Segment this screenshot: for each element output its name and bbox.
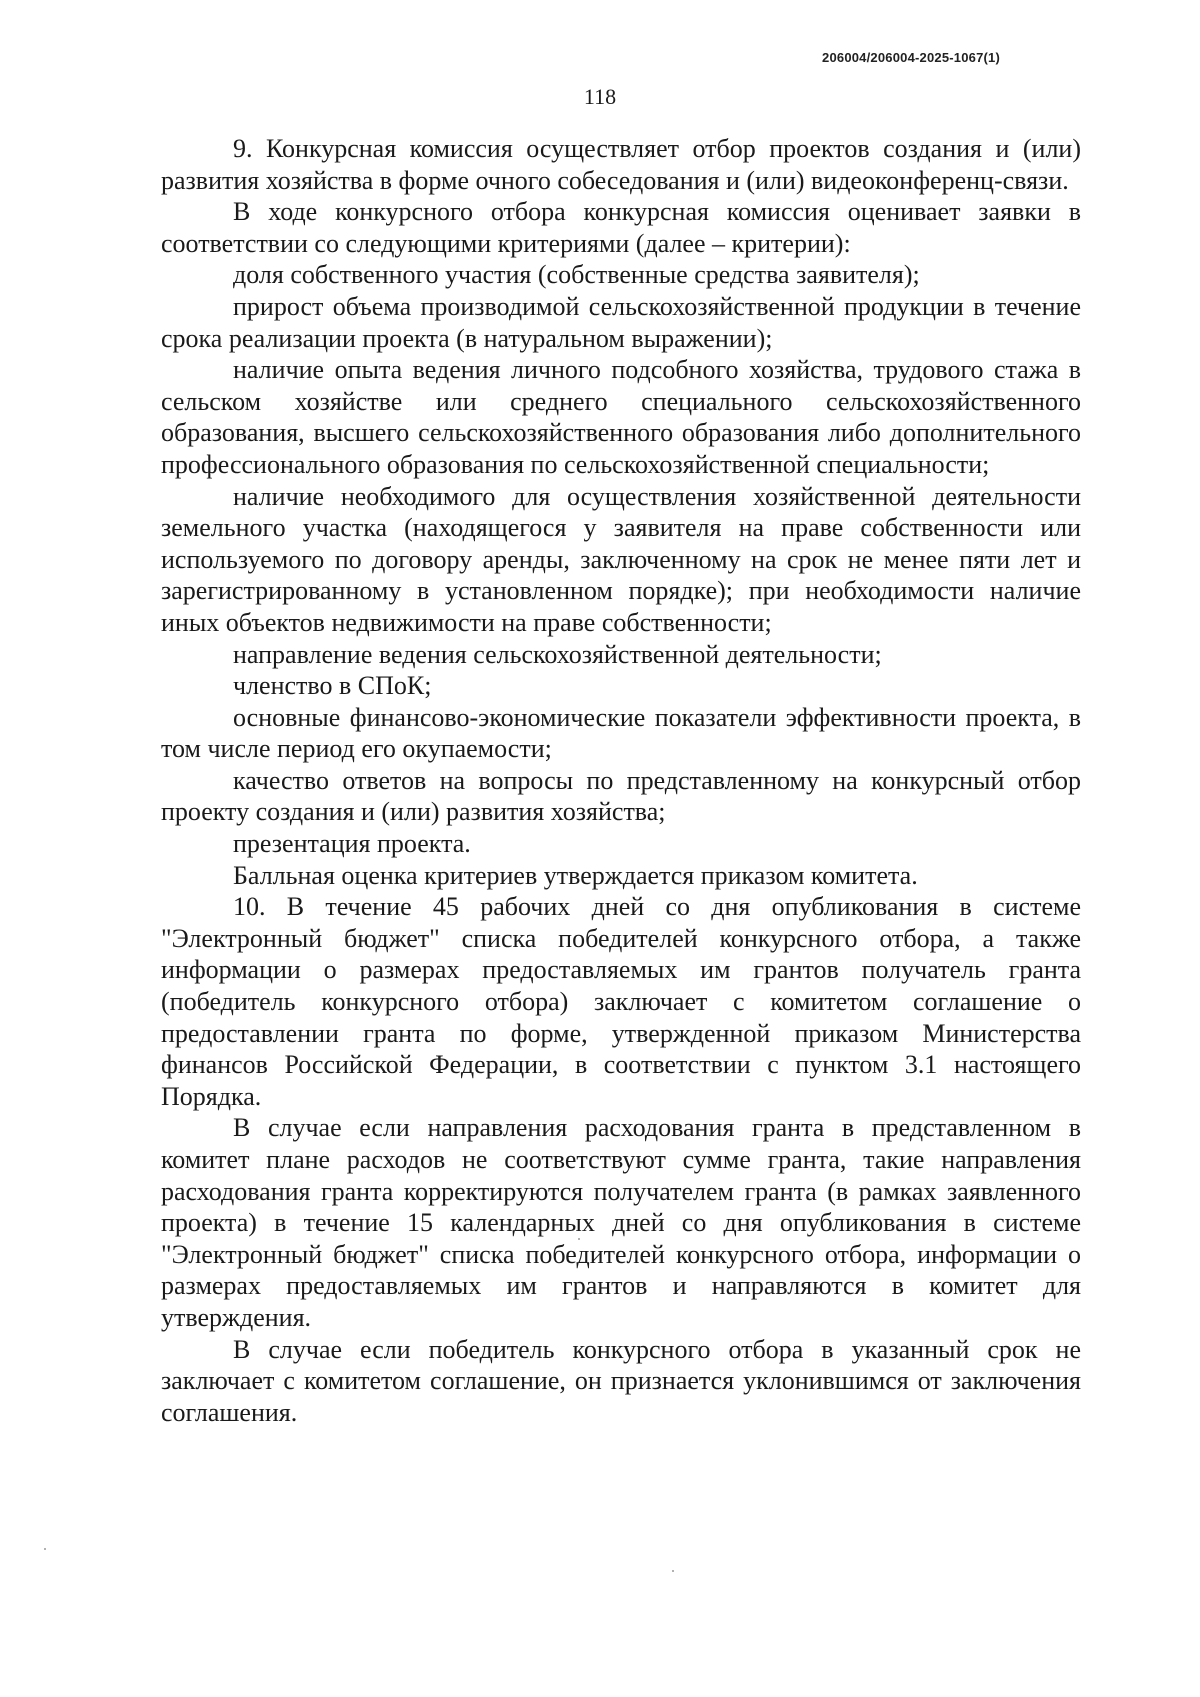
paragraph: наличие опыта ведения личного подсобного хозяйства, трудового стажа в сельском хозяйстве или среднего специального сельскохозяйственного образования, высшего сельскохозяйственного образования либо дополнительного профессионального образования по сельскохозяйственной специальности; xyxy=(161,355,1081,479)
paragraph: В случае если направления расходования гранта в представленном в комитет плане расходов не соответствуют сумме гранта, такие направления расходования гранта корректируются получателем гранта (в рамках заявленного проекта) в течение 15 календарных дней со дня опубликования в системе "Электронный бюджет" списка победителей конкурсного отбора, информации о размерах предоставляемых им грантов и направляются в комитет для утверждения. xyxy=(161,1113,1081,1332)
paragraph: наличие необходимого для осуществления хозяйственной деятельности земельного участка (находящегося у заявителя на праве собственности или используемого по договору аренды, заключенному на срок не менее пяти лет и зарегистрированному в установленном порядке); при необходимости наличие иных объектов недвижимости на праве собственности; xyxy=(161,481,1081,637)
scan-speck xyxy=(44,1548,46,1550)
paragraph: прирост объема производимой сельскохозяйственной продукции в течение срока реализации проекта (в натуральном выражении); xyxy=(161,291,1081,353)
paragraph: Балльная оценка критериев утверждается приказом комитета. xyxy=(233,860,918,890)
paragraph: доля собственного участия (собственные средства заявителя); xyxy=(233,260,920,290)
scan-speck xyxy=(578,1238,580,1240)
scan-speck xyxy=(672,1570,674,1572)
document-body xyxy=(161,133,1081,1428)
document-id: 206004/206004-2025-1067(1) xyxy=(822,50,1000,65)
paragraph: качество ответов на вопросы по представленному на конкурсный отбор проекту создания и (или) развития хозяйства; xyxy=(161,765,1081,827)
paragraph: членство в СПоК; xyxy=(233,671,432,701)
paragraph: презентация проекта. xyxy=(233,829,471,859)
paragraph: 9. Конкурсная комиссия осуществляет отбор проектов создания и (или) развития хозяйства в форме очного собеседования и (или) видеоконференц-связи. xyxy=(161,134,1081,195)
paragraph: направление ведения сельскохозяйственной деятельности; xyxy=(233,639,882,669)
paragraph: основные финансово-экономические показатели эффективности проекта, в том числе период его окупаемости; xyxy=(161,702,1081,764)
paragraph: 10. В течение 45 рабочих дней со дня опубликования в системе "Электронный бюджет" списка победителей конкурсного отбора, а также информации о размерах предоставляемых им грантов получатель гранта (победитель конкурсного отбора) заключает с комитетом соглашение о предоставлении гранта по форме, утвержденной приказом Министерства финансов Российской Федерации, в соответствии с пунктом 3.1 настоящего Порядка. xyxy=(161,892,1081,1111)
paragraph: В случае если победитель конкурсного отбора в указанный срок не заключает с комитетом соглашение, он признается уклонившимся от заключения соглашения. xyxy=(161,1334,1081,1427)
paragraph: В ходе конкурсного отбора конкурсная комиссия оценивает заявки в соответствии со следующими критериями (далее – критерии): xyxy=(161,197,1081,258)
page-number: 118 xyxy=(583,84,617,109)
